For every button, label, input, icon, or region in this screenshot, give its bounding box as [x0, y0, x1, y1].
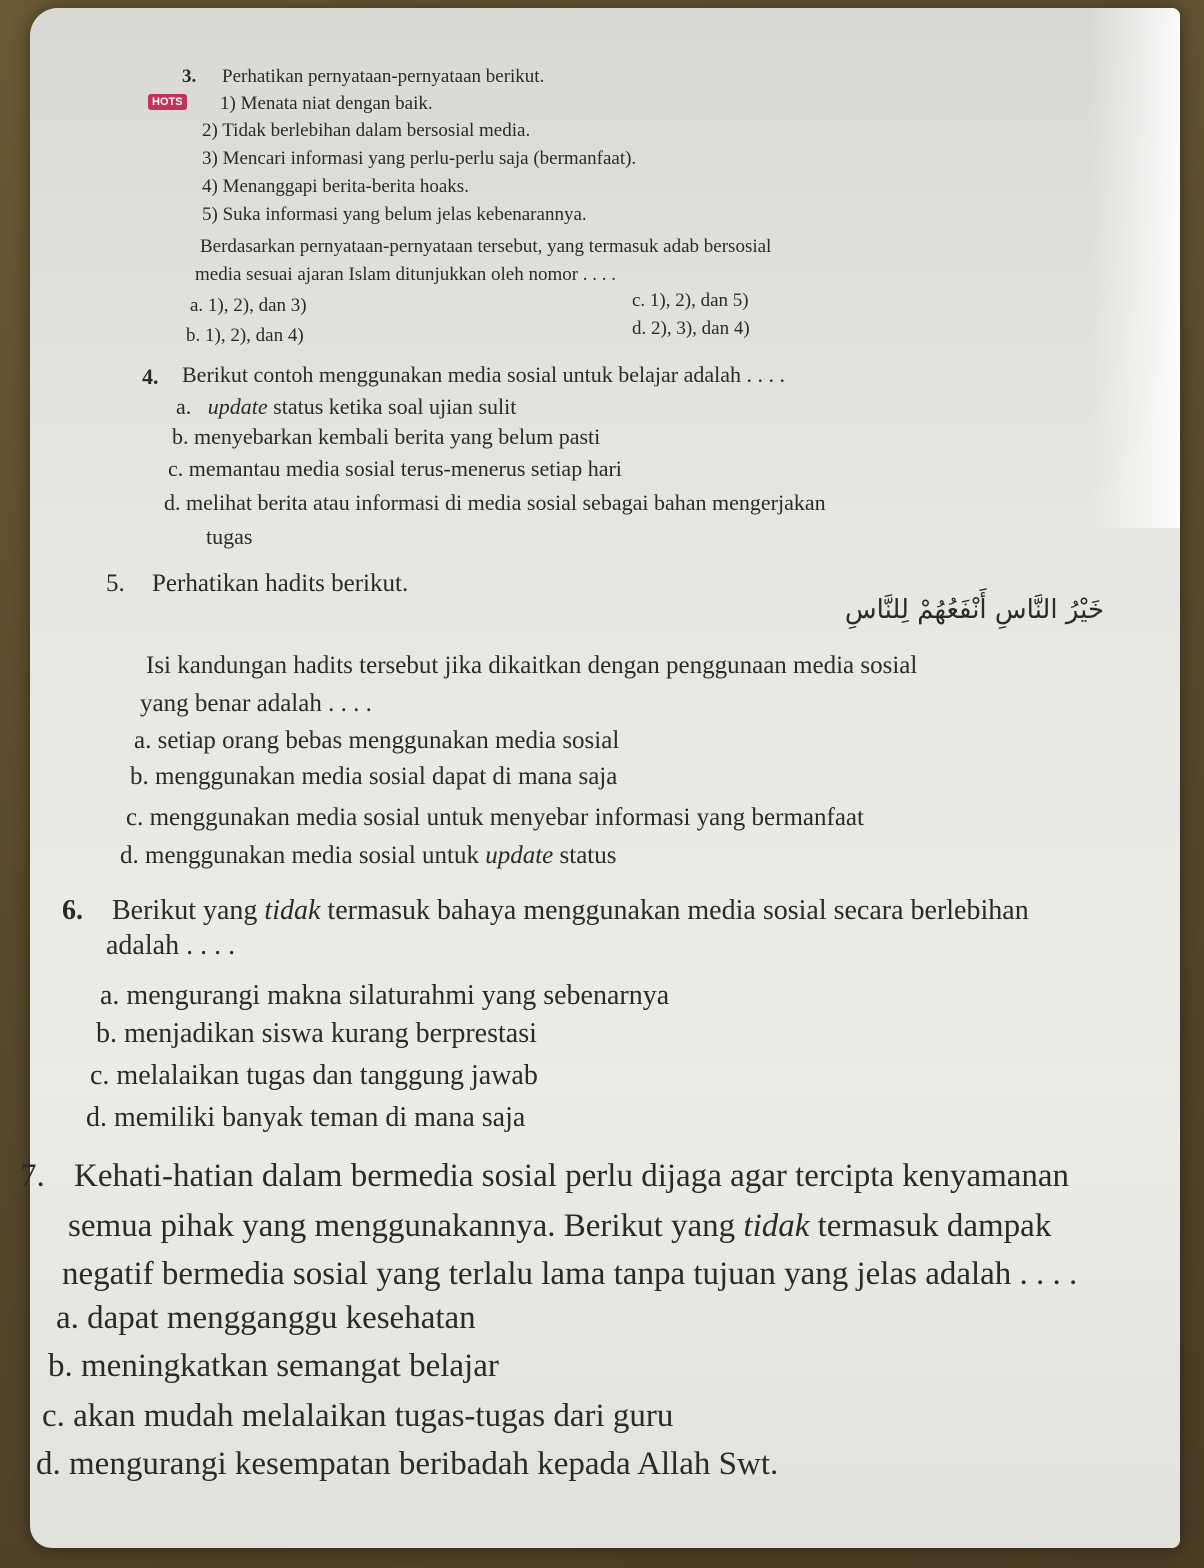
- statement: 3) Mencari informasi yang perlu-perlu saja (bermanfaat).: [202, 148, 637, 169]
- option-b: b. menggunakan media sosial dapat di mana saja: [130, 763, 618, 790]
- option-d: [120, 842, 616, 870]
- question-text: Berikut contoh menggunakan media sosial untuk belajar adalah . . . .: [182, 362, 786, 387]
- option-d: d. memiliki banyak teman di mana saja: [86, 1102, 526, 1133]
- question-text: media sesuai ajaran Islam ditunjukkan oleh nomor . . . .: [195, 264, 617, 285]
- option-a: [176, 394, 516, 420]
- statement: 5) Suka informasi yang belum jelas kebenarannya.: [202, 204, 587, 225]
- italic-word: update: [485, 842, 554, 869]
- option-d: d. mengurangi kesempatan beribadah kepada Allah Swt.: [36, 1446, 779, 1482]
- option-text: d. menggunakan media sosial untuk: [120, 842, 486, 869]
- question-number: 4.: [142, 364, 159, 389]
- question-text: Isi kandungan hadits tersebut jika dikaitkan dengan penggunaan media sosial: [146, 652, 918, 679]
- statement: 2) Tidak berlebihan dalam bersosial media.: [202, 120, 531, 141]
- page-edge-highlight: [1090, 8, 1180, 528]
- option-c: c. memantau media sosial terus-menerus setiap hari: [168, 456, 622, 481]
- statement: 1) Menata niat dengan baik.: [220, 93, 433, 114]
- option-a: a. setiap orang bebas menggunakan media sosial: [134, 727, 620, 754]
- option-d: d. melihat berita atau informasi di media sosial sebagai bahan mengerjakan: [164, 490, 826, 515]
- question-number: 3.: [182, 66, 197, 87]
- question-text: adalah . . . .: [106, 930, 236, 961]
- question-text: Kehati-hatian dalam bermedia sosial perlu dijaga agar tercipta kenyamanan: [74, 1158, 1070, 1194]
- option-a: a. 1), 2), dan 3): [190, 295, 307, 316]
- question-text-part: termasuk dampak: [809, 1208, 1052, 1244]
- question-text-part: Berikut yang: [112, 895, 265, 926]
- option-c: c. melalaikan tugas dan tanggung jawab: [90, 1060, 538, 1091]
- option-a: a. dapat mengganggu kesehatan: [56, 1300, 476, 1336]
- option-b: b. 1), 2), dan 4): [186, 325, 304, 346]
- question-intro: Perhatikan pernyataan-pernyataan berikut.: [222, 66, 545, 87]
- option-a: a. mengurangi makna silaturahmi yang sebenarnya: [100, 980, 670, 1011]
- option-text: status ketika soal ujian sulit: [267, 394, 517, 419]
- option-c: c. akan mudah melalaikan tugas-tugas dari guru: [42, 1398, 674, 1434]
- question-number: 7.: [20, 1158, 45, 1194]
- option-c: c. 1), 2), dan 5): [632, 290, 749, 311]
- statement: 4) Menanggapi berita-berita hoaks.: [202, 176, 469, 197]
- hadith-arabic: خَيْرُ النَّاسِ أَنْفَعُهُمْ لِلنَّاسِ: [844, 595, 1105, 625]
- question-text: Berdasarkan pernyataan-pernyataan tersebut, yang termasuk adab bersosial: [200, 236, 772, 257]
- italic-word: update: [207, 394, 268, 419]
- option-c: c. menggunakan media sosial untuk menyebar informasi yang bermanfaat: [126, 804, 864, 831]
- question-text: yang benar adalah . . . .: [140, 690, 372, 717]
- option-b: b. meningkatkan semangat belajar: [48, 1348, 499, 1384]
- question-intro: Perhatikan hadits berikut.: [152, 570, 409, 597]
- option-b: b. menyebarkan kembali berita yang belum pasti: [172, 424, 601, 449]
- italic-word: tidak: [264, 895, 321, 926]
- option-b: b. menjadikan siswa kurang berprestasi: [96, 1018, 537, 1049]
- option-d: d. 2), 3), dan 4): [632, 318, 750, 339]
- italic-word: tidak: [743, 1208, 810, 1244]
- question-text: [68, 1208, 1051, 1245]
- question-number: 5.: [106, 570, 125, 597]
- question-text-part: semua pihak yang menggunakannya. Berikut yang: [68, 1208, 744, 1244]
- question-number: 6.: [62, 895, 83, 926]
- option-letter: a.: [176, 394, 192, 419]
- question-text: [112, 895, 1029, 927]
- option-text: status: [553, 842, 617, 869]
- question-text: negatif bermedia sosial yang terlalu lama tanpa tujuan yang jelas adalah . . . .: [62, 1256, 1078, 1292]
- option-d-continued: tugas: [206, 524, 253, 549]
- hots-badge: HOTS: [148, 94, 187, 110]
- question-text-part: termasuk bahaya menggunakan media sosial secara berlebihan: [320, 895, 1029, 926]
